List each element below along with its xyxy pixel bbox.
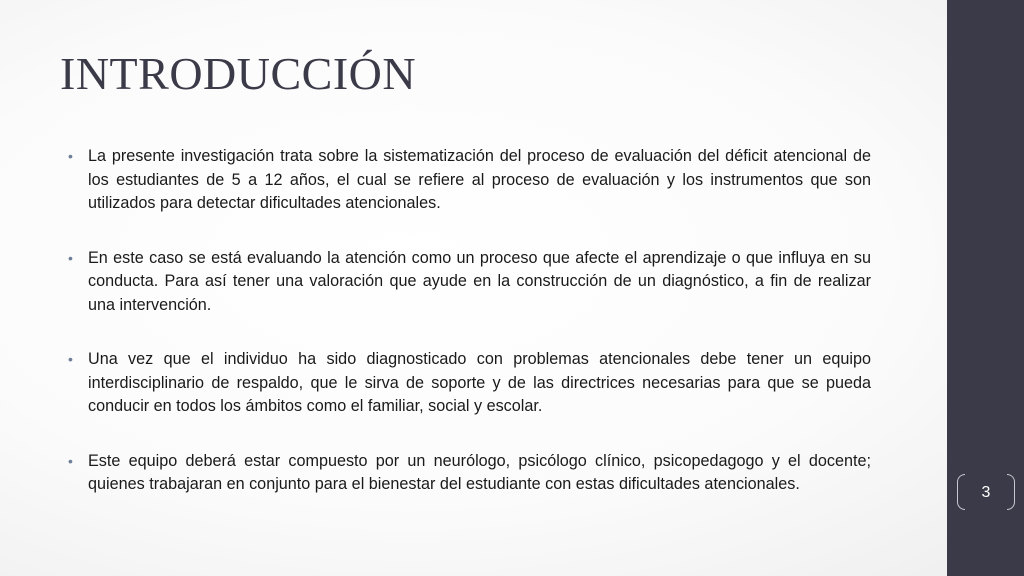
bullet-item xyxy=(68,450,871,497)
slide-title: INTRODUCCIÓN xyxy=(60,48,417,99)
bullet-text: En este caso se está evaluando la atención como un proceso que afecte el aprendizaje o que influya en su conducta. Para así tener una valoración que ayude en la construcción de un diagnóstico, a fin de realizar una intervención. xyxy=(88,248,871,314)
bullet-text: La presente investigación trata sobre la sistematización del proceso de evaluación del déficit atencional de los estudiantes de 5 a 12 años, el cual se refiere al proceso de evaluación y los instrumentos que son utilizados para detectar dificultades atencionales. xyxy=(88,147,871,212)
bullet-marker: • xyxy=(68,249,73,266)
bullet-item xyxy=(68,145,871,216)
bullet-text: Una vez que el individuo ha sido diagnosticado con problemas atencionales debe tener un equipo interdisciplinario de respaldo, que le sirva de soporte y de las directrices necesarias para que se pueda conducir en todos los ámbitos como el familiar, social y escolar. xyxy=(88,350,871,415)
bullet-marker: • xyxy=(68,148,73,164)
bullet-item xyxy=(68,247,871,318)
bullet-marker: • xyxy=(68,351,73,367)
page-number: 3 xyxy=(981,484,991,501)
bullet-marker: • xyxy=(68,452,73,469)
bullet-list xyxy=(68,145,871,528)
bullet-text: Este equipo deberá estar compuesto por un neurólogo, psicólogo clínico, psicopedagogo y el docente; quienes trabajaran en conjunto para el bienestar del estudiante con estas dificultades atencionales. xyxy=(88,451,871,493)
bullet-item xyxy=(68,348,871,419)
page-number-badge xyxy=(957,474,1015,512)
